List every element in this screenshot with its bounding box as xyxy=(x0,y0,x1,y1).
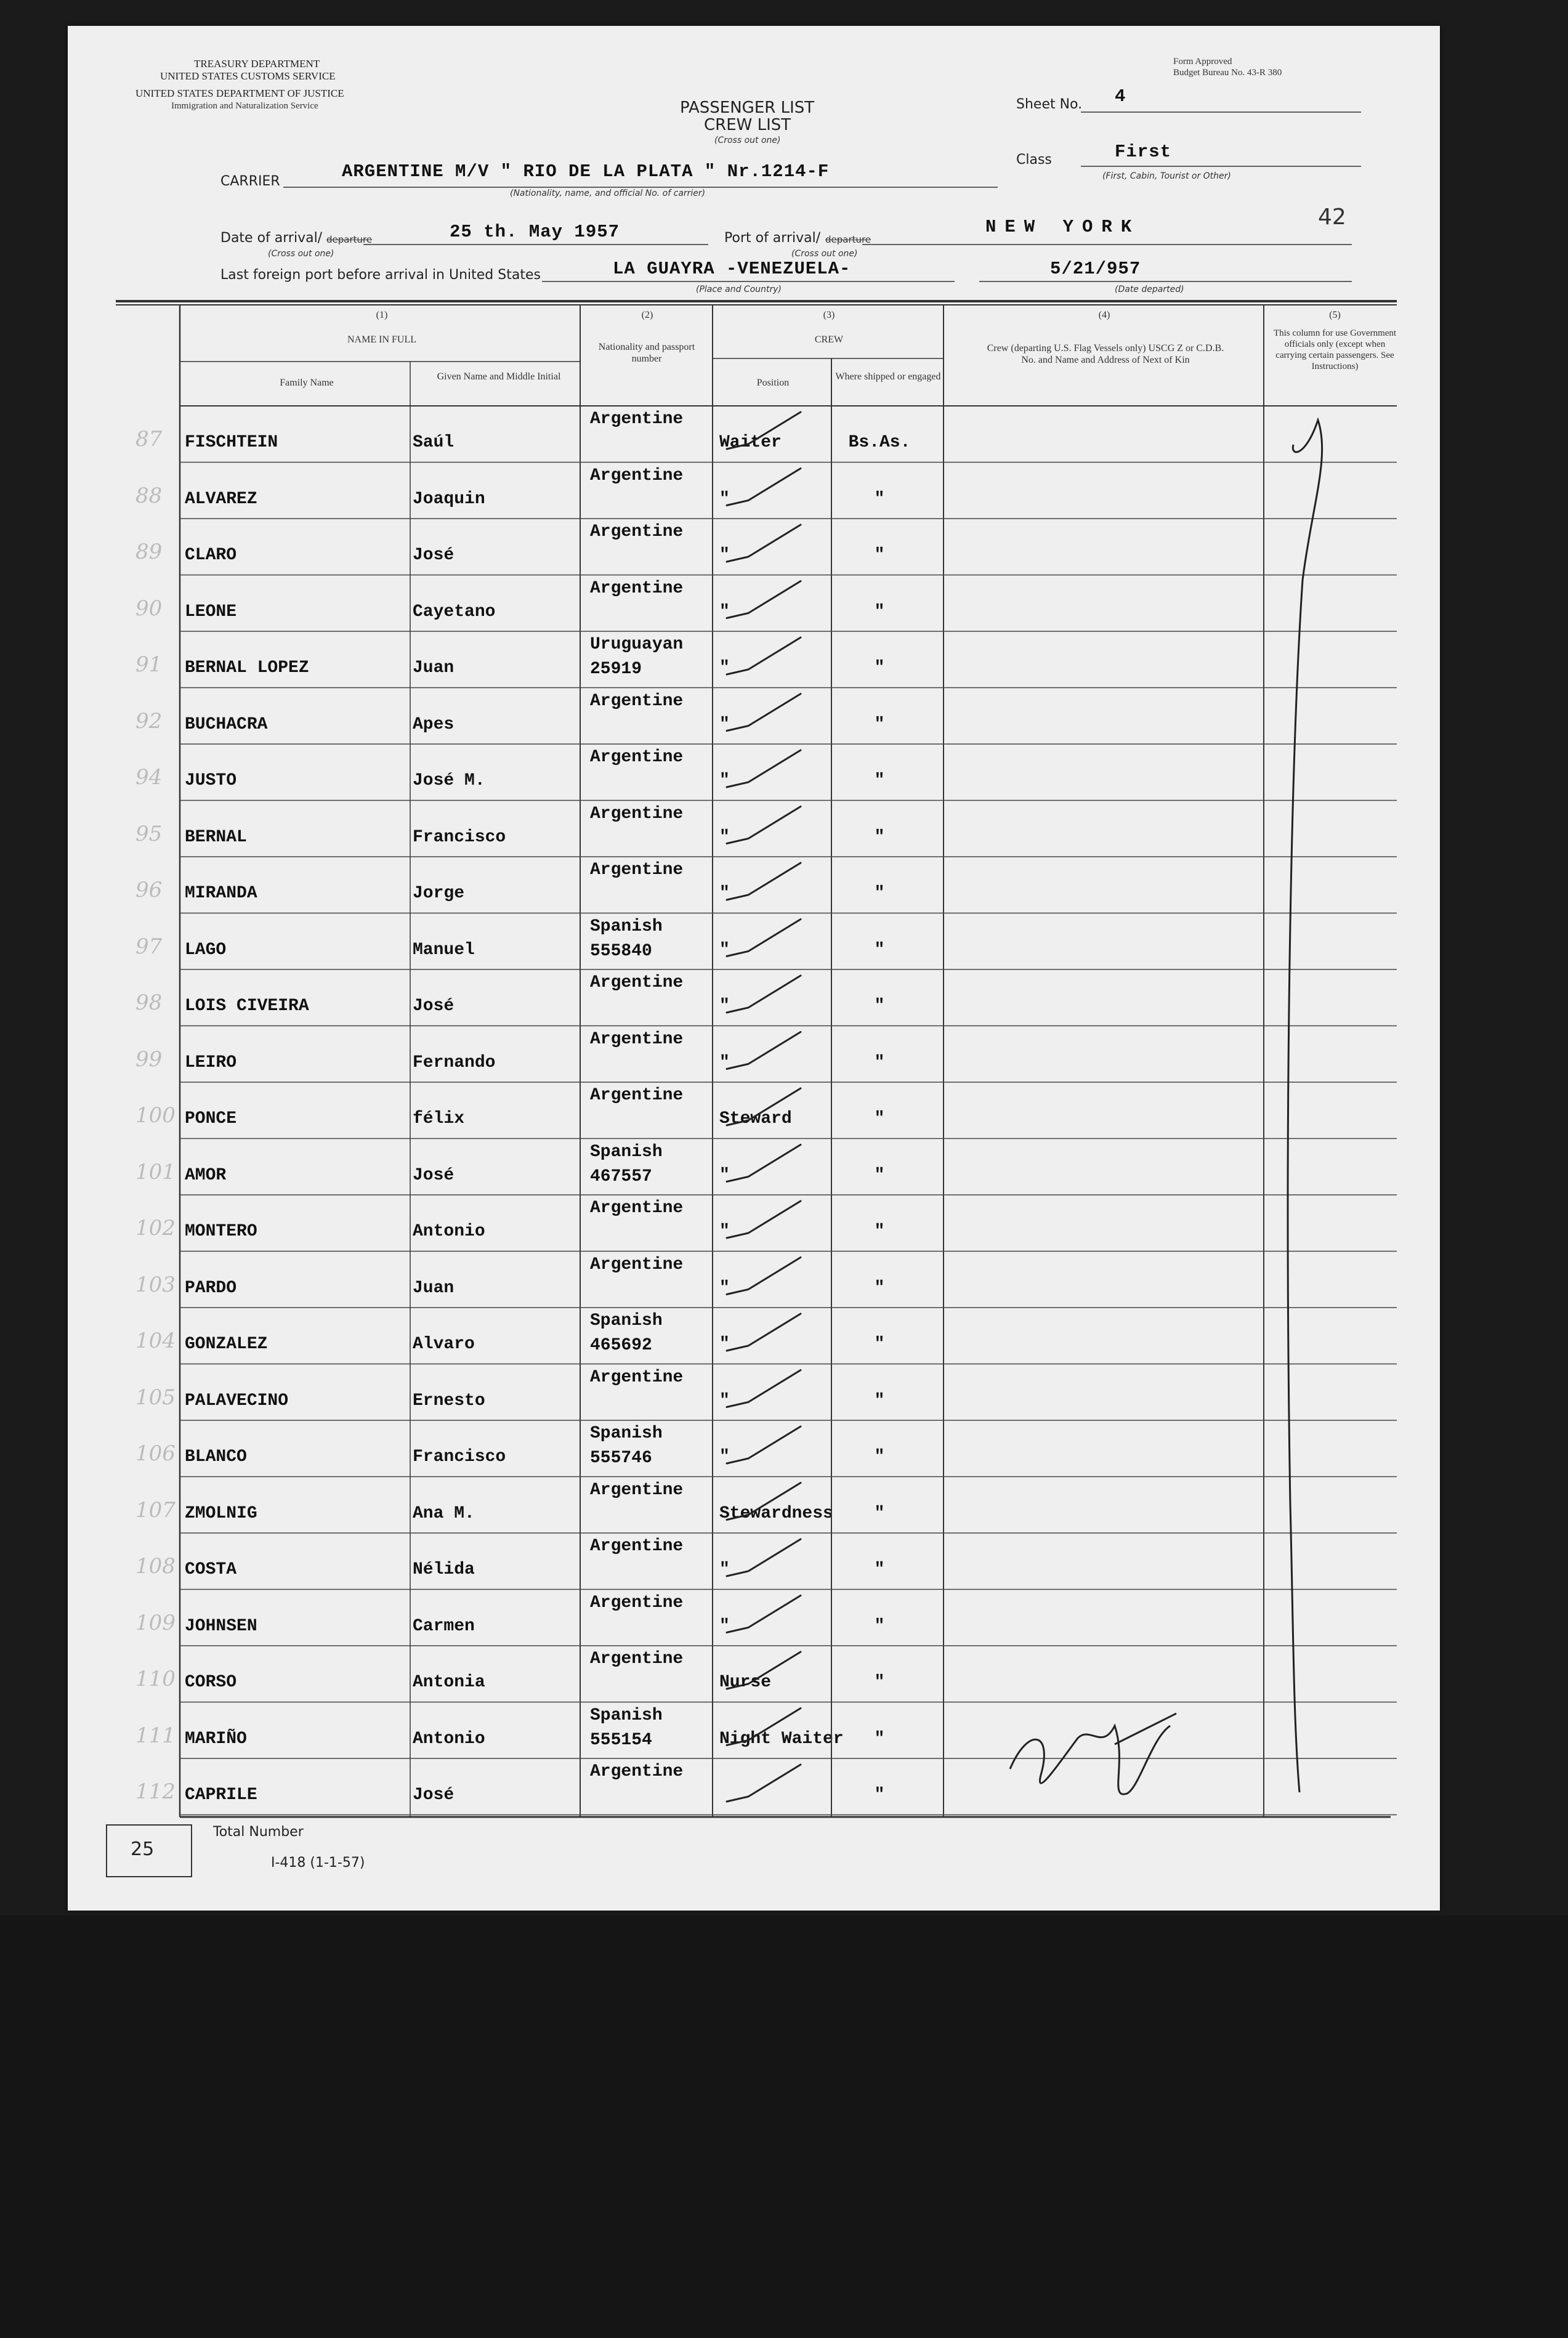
class-value: First xyxy=(1115,142,1172,162)
crew-position: Nurse xyxy=(719,1673,772,1692)
col1-family: Family Name xyxy=(280,378,334,388)
col1-title: NAME IN FULL xyxy=(347,334,416,345)
row-number: 96 xyxy=(135,878,163,902)
table-rules xyxy=(68,26,1440,1911)
family-name: LEIRO xyxy=(185,1053,237,1072)
crew-position: " xyxy=(719,1391,730,1410)
row-number: 104 xyxy=(135,1329,176,1353)
nationality: Argentine xyxy=(590,748,684,767)
family-name: GONZALEZ xyxy=(185,1335,268,1354)
given-name: Francisco xyxy=(413,827,506,847)
given-name: Joaquin xyxy=(413,489,485,509)
crew-position: " xyxy=(719,771,730,790)
where-engaged: " xyxy=(874,1109,885,1128)
given-name: José xyxy=(413,1786,455,1805)
row-number: 92 xyxy=(135,708,163,734)
given-name: Ana M. xyxy=(413,1503,475,1523)
check-mark xyxy=(727,1370,801,1407)
family-name: PONCE xyxy=(185,1109,237,1128)
nationality: Argentine xyxy=(590,1199,684,1218)
nationality: Spanish xyxy=(590,1142,663,1162)
given-name: Alvaro xyxy=(413,1335,475,1354)
where-engaged: " xyxy=(874,1165,885,1185)
crew-position: " xyxy=(719,997,730,1016)
col3-position: Position xyxy=(756,378,790,388)
port-value: NEW YORK xyxy=(985,217,1141,237)
crew-position: " xyxy=(719,940,730,960)
check-mark xyxy=(727,469,801,506)
lastport-value: LA GUAYRA -VENEZUELA- xyxy=(613,259,851,279)
given-name: José xyxy=(413,546,455,565)
family-name: MONTERO xyxy=(185,1222,257,1241)
where-engaged: " xyxy=(874,940,885,960)
given-name: Fernando xyxy=(413,1053,496,1072)
document-page xyxy=(68,26,1440,1911)
family-name: BERNAL xyxy=(185,827,247,847)
lastport-label: Last foreign port before arrival in United States xyxy=(220,267,541,283)
port-struck: departure xyxy=(825,234,871,245)
where-engaged: " xyxy=(874,1729,885,1749)
row-number: 108 xyxy=(135,1554,176,1579)
col3-where: Where shipped or engaged xyxy=(835,371,941,382)
departed-value: 5/21/957 xyxy=(1050,259,1141,279)
port-label: Port of arrival/ xyxy=(724,230,821,246)
row-number: 103 xyxy=(135,1272,176,1297)
check-mark xyxy=(727,1539,801,1576)
family-name: ALVAREZ xyxy=(185,489,257,509)
nationality: Argentine xyxy=(590,860,684,880)
row-number: 91 xyxy=(135,652,163,677)
port-note: (Cross out one) xyxy=(791,249,858,259)
agency-line-1: TREASURY DEPARTMENT xyxy=(194,58,320,70)
crew-position: " xyxy=(719,1447,730,1466)
given-name: Antonio xyxy=(413,1222,485,1241)
row-number: 94 xyxy=(135,765,163,790)
check-mark xyxy=(727,807,801,844)
crew-position: " xyxy=(719,1165,730,1185)
arrival-struck: departure xyxy=(326,234,373,245)
arrival-label: Date of arrival/ xyxy=(220,230,323,246)
where-engaged: " xyxy=(874,1278,885,1298)
check-mark xyxy=(727,1765,801,1802)
given-name: félix xyxy=(413,1109,465,1128)
arrival-note: (Cross out one) xyxy=(268,249,334,259)
family-name: JUSTO xyxy=(185,771,237,790)
row-number: 97 xyxy=(135,934,163,959)
given-name: José xyxy=(413,1165,455,1185)
crew-position: Stewardness xyxy=(719,1503,833,1523)
check-mark xyxy=(727,1201,801,1238)
where-engaged: " xyxy=(874,1335,885,1354)
col5-num: (5) xyxy=(1329,310,1341,320)
where-engaged: " xyxy=(874,1786,885,1805)
nationality: Argentine xyxy=(590,1255,684,1274)
check-mark xyxy=(727,1032,801,1069)
agency-line-2: UNITED STATES CUSTOMS SERVICE xyxy=(160,70,336,82)
page-number: 42 xyxy=(1318,204,1346,230)
given-name: Juan xyxy=(413,658,455,678)
row-number: 107 xyxy=(135,1497,176,1523)
family-name: FISCHTEIN xyxy=(185,433,278,452)
check-mark xyxy=(727,920,801,957)
given-name: Saúl xyxy=(413,433,455,452)
family-name: LOIS CIVEIRA xyxy=(185,997,309,1016)
carrier-note: (Nationality, name, and official No. of carrier) xyxy=(510,188,706,198)
given-name: Carmen xyxy=(413,1616,475,1636)
check-mark xyxy=(727,1314,801,1351)
family-name: PARDO xyxy=(185,1278,237,1298)
budget-bureau: Budget Bureau No. 43-R 380 xyxy=(1173,68,1282,78)
passport-number: 555746 xyxy=(590,1449,652,1468)
check-mark xyxy=(727,1483,801,1520)
given-name: José M. xyxy=(413,771,485,790)
family-name: MARIÑO xyxy=(185,1729,247,1749)
col1-given: Given Name and Middle Initial xyxy=(437,371,561,382)
agency-line-4: Immigration and Naturalization Service xyxy=(171,101,318,111)
family-name: JOHNSEN xyxy=(185,1616,257,1636)
row-number: 90 xyxy=(135,596,163,621)
col1-num: (1) xyxy=(376,310,388,320)
where-engaged: " xyxy=(874,1222,885,1241)
title-crew-list: CREW LIST xyxy=(704,116,791,134)
where-engaged: " xyxy=(874,1616,885,1636)
family-name: PALAVECINO xyxy=(185,1391,289,1410)
where-engaged: " xyxy=(874,1673,885,1692)
given-name: Jorge xyxy=(413,884,465,903)
crew-position: " xyxy=(719,658,730,678)
row-number: 99 xyxy=(135,1046,163,1072)
crew-position: " xyxy=(719,602,730,621)
col3-num: (3) xyxy=(823,310,835,320)
crew-position: " xyxy=(719,546,730,565)
nationality: Argentine xyxy=(590,1367,684,1387)
where-engaged: " xyxy=(874,771,885,790)
crew-position: " xyxy=(719,884,730,903)
where-engaged: " xyxy=(874,602,885,621)
row-number: 110 xyxy=(135,1667,176,1691)
check-mark xyxy=(727,581,801,618)
row-number: 98 xyxy=(135,990,163,1015)
total-label: Total Number xyxy=(213,1824,304,1840)
row-number: 106 xyxy=(135,1441,176,1466)
check-mark xyxy=(727,1088,801,1125)
passport-number: 555154 xyxy=(590,1730,652,1750)
sheet-value: 4 xyxy=(1115,86,1126,107)
check-mark xyxy=(727,1258,801,1295)
given-name: Apes xyxy=(413,714,455,734)
nationality: Argentine xyxy=(590,1537,684,1556)
row-number: 112 xyxy=(135,1779,176,1804)
nationality: Argentine xyxy=(590,410,684,429)
class-label: Class xyxy=(1016,152,1052,168)
where-engaged: " xyxy=(874,1560,885,1579)
check-mark xyxy=(727,525,801,562)
official-check-stroke xyxy=(1288,420,1322,1792)
row-number: 105 xyxy=(135,1385,176,1410)
class-note: (First, Cabin, Tourist or Other) xyxy=(1102,171,1231,181)
row-number: 109 xyxy=(135,1610,176,1635)
passport-number: 467557 xyxy=(590,1167,652,1186)
nationality: Argentine xyxy=(590,1086,684,1105)
family-name: LEONE xyxy=(185,602,237,621)
check-mark xyxy=(727,637,801,674)
family-name: MIRANDA xyxy=(185,884,257,903)
given-name: Cayetano xyxy=(413,602,496,621)
crew-position: " xyxy=(719,1278,730,1298)
check-mark xyxy=(727,1596,801,1633)
row-number: 101 xyxy=(135,1159,176,1184)
row-number: 89 xyxy=(135,540,163,564)
where-engaged: Bs.As. xyxy=(848,433,911,452)
crew-position: " xyxy=(719,1560,730,1579)
col3-title: CREW xyxy=(814,334,844,345)
passport-number: 25919 xyxy=(590,660,642,679)
crew-position: " xyxy=(719,1053,730,1072)
nationality: Spanish xyxy=(590,1311,663,1330)
family-name: CORSO xyxy=(185,1673,237,1692)
given-name: Antonio xyxy=(413,1729,485,1749)
col2-num: (2) xyxy=(641,310,653,320)
nationality: Argentine xyxy=(590,466,684,485)
family-name: BERNAL LOPEZ xyxy=(185,658,309,678)
check-mark xyxy=(727,1145,801,1182)
carrier-value: ARGENTINE M/V " RIO DE LA PLATA " Nr.1214-F xyxy=(342,161,830,182)
passport-number: 555840 xyxy=(590,941,652,961)
nationality: Argentine xyxy=(590,1762,684,1781)
given-name: Ernesto xyxy=(413,1391,485,1410)
family-name: BUCHACRA xyxy=(185,714,268,734)
crew-position: Night Waiter xyxy=(719,1729,844,1749)
check-mark xyxy=(727,863,801,900)
check-mark xyxy=(727,412,801,449)
where-engaged: " xyxy=(874,1447,885,1466)
where-engaged: " xyxy=(874,997,885,1016)
nationality: Spanish xyxy=(590,1705,663,1725)
nationality: Uruguayan xyxy=(590,635,684,654)
row-number: 102 xyxy=(135,1216,176,1240)
row-number: 87 xyxy=(135,427,163,451)
family-name: COSTA xyxy=(185,1560,237,1579)
col4-title: Crew (departing U.S. Flag Vessels only) USCG Z or C.D.B. No. and Name and Address of Next of Kin xyxy=(987,343,1224,365)
col2-title: Nationality and passport number xyxy=(598,342,695,364)
crew-position: " xyxy=(719,714,730,734)
check-mark xyxy=(727,1709,801,1745)
lastport-note: (Place and Country) xyxy=(696,285,782,294)
family-name: CAPRILE xyxy=(185,1786,257,1805)
nationality: Spanish xyxy=(590,916,663,936)
row-number: 95 xyxy=(135,821,163,846)
form-code: I-418 (1-1-57) xyxy=(271,1855,365,1871)
given-name: Juan xyxy=(413,1278,455,1298)
form-approved: Form Approved xyxy=(1173,57,1232,67)
where-engaged: " xyxy=(874,827,885,847)
given-name: Francisco xyxy=(413,1447,506,1466)
crew-position: Waiter xyxy=(719,433,782,452)
nationality: Argentine xyxy=(590,1649,684,1669)
given-name: José xyxy=(413,997,455,1016)
row-number: 111 xyxy=(135,1723,176,1748)
passport-number: 465692 xyxy=(590,1336,652,1355)
nationality: Argentine xyxy=(590,691,684,711)
carrier-label: CARRIER xyxy=(220,174,280,189)
nationality: Argentine xyxy=(590,578,684,598)
where-engaged: " xyxy=(874,1503,885,1523)
where-engaged: " xyxy=(874,884,885,903)
nationality: Argentine xyxy=(590,973,684,992)
where-engaged: " xyxy=(874,714,885,734)
official-signature xyxy=(1010,1713,1176,1794)
check-mark xyxy=(727,750,801,787)
nationality: Argentine xyxy=(590,1029,684,1049)
family-name: CLARO xyxy=(185,546,237,565)
nationality: Spanish xyxy=(590,1424,663,1443)
family-name: BLANCO xyxy=(185,1447,247,1466)
where-engaged: " xyxy=(874,1391,885,1410)
where-engaged: " xyxy=(874,1053,885,1072)
sheet-label: Sheet No. xyxy=(1016,97,1083,112)
check-mark xyxy=(727,1652,801,1689)
crew-position: " xyxy=(719,1335,730,1354)
check-mark xyxy=(727,1426,801,1463)
row-number: 100 xyxy=(135,1103,176,1128)
given-name: Antonia xyxy=(413,1673,485,1692)
check-mark xyxy=(727,976,801,1013)
crew-position: " xyxy=(719,827,730,847)
where-engaged: " xyxy=(874,546,885,565)
nationality: Argentine xyxy=(590,522,684,541)
crew-position: Steward xyxy=(719,1109,792,1128)
total-value: 25 xyxy=(131,1838,155,1860)
departed-note: (Date departed) xyxy=(1115,285,1184,294)
family-name: LAGO xyxy=(185,940,227,960)
family-name: AMOR xyxy=(185,1165,227,1185)
nationality: Argentine xyxy=(590,1593,684,1612)
crew-position: " xyxy=(719,1616,730,1636)
nationality: Argentine xyxy=(590,1480,684,1500)
arrival-value: 25 th. May 1957 xyxy=(450,222,620,242)
given-name: Nélida xyxy=(413,1560,475,1579)
nationality: Argentine xyxy=(590,804,684,823)
row-number: 88 xyxy=(135,483,163,508)
given-name: Manuel xyxy=(413,940,475,960)
where-engaged: " xyxy=(874,489,885,509)
agency-line-3: UNITED STATES DEPARTMENT OF JUSTICE xyxy=(135,87,344,99)
title-note: (Cross out one) xyxy=(714,136,781,145)
family-name: ZMOLNIG xyxy=(185,1503,257,1523)
crew-position: " xyxy=(719,1222,730,1241)
film-background xyxy=(0,1915,1568,2338)
col4-num: (4) xyxy=(1098,310,1110,320)
where-engaged: " xyxy=(874,658,885,678)
check-mark xyxy=(727,694,801,731)
title-passenger-list: PASSENGER LIST xyxy=(680,99,815,117)
col5-title: This column for use Government officials only (except when carrying certain passengers. See Instructions) xyxy=(1273,328,1397,371)
crew-position: " xyxy=(719,489,730,509)
